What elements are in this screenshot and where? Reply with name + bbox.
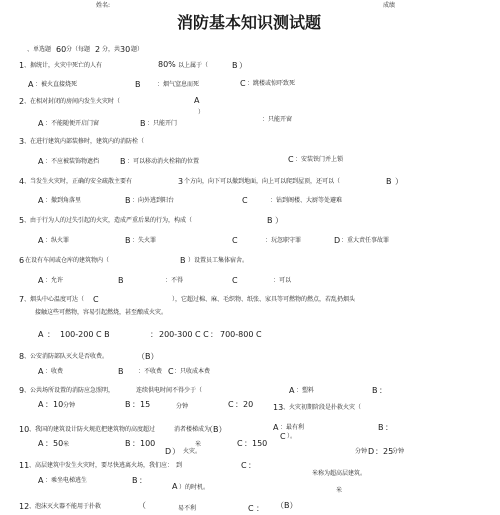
d-unit: 分钟: [355, 448, 368, 455]
answer: （B）: [205, 425, 227, 434]
name-label: 姓名:: [96, 2, 111, 9]
answer: （B）: [137, 352, 159, 361]
section-score: 60: [56, 45, 67, 54]
answer: B: [180, 256, 186, 265]
answer: B: [232, 61, 238, 70]
answer: B: [267, 216, 273, 225]
answer: A: [289, 386, 295, 395]
answer: C: [93, 295, 99, 304]
answer: （B）: [276, 501, 298, 510]
answer: A: [194, 96, 200, 105]
page-title: 消防基本知识测试题: [177, 13, 322, 32]
score-label: 成绩: [383, 2, 396, 9]
answer: B: [386, 177, 392, 186]
